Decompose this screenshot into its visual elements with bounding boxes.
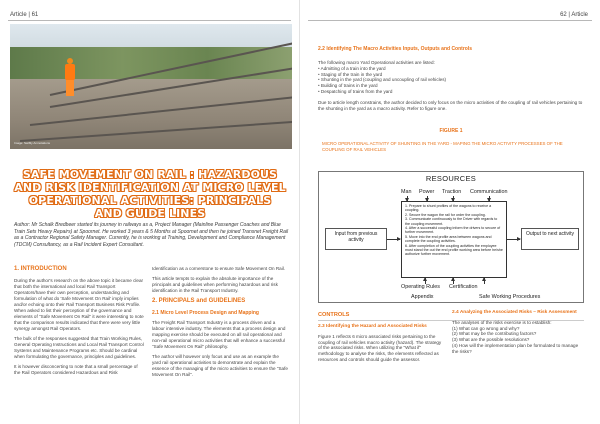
list-item: (2) What may be the contributing factors? [452, 331, 537, 337]
communication-label: Communication [470, 189, 508, 195]
controls-heading: CONTROLS [318, 312, 350, 318]
railway-photo [10, 24, 292, 149]
macro-intro-line: The following macro Yard Operational activities are listed: [318, 60, 435, 65]
photo-caption: Image: Swiftly Amnotations [14, 141, 51, 145]
author-bio: Author: Mr Schalk Bredbeer started its journey in railways as a, Project Manager (Mainline Passenger Coaches and Blue Train Sets Heavy Repairs) at Spoornet. He worked 3 years & 5 Months at Spoornet and then he joined Transnet Freight Rail as a Contractor Regional Safety Manager. Currently, he is working at Training, Development and Compliance Management (TDCM) Consultancy, as a Rail Incident Expert Consultant. [14, 222, 289, 248]
power-label: Power [419, 189, 435, 195]
col2-paragraph-3: The Freight Rail Transport Industry is a process driven and a labour intensive industry. The elements that a process design and mapping exercise should be executed on all rail operational and non-rail operational micro activities that will enhance a successful "Safe Movement On Rail" philosophy. [152, 320, 286, 349]
step-item: 1. Prepare to shunt profiles of the wagons to receive a coupling. [405, 204, 492, 213]
intro-paragraph-1: During the author's research on the above topic it became clear that both the international and local Rail Transport Operators/have their own perception, understanding and formulation of what do 'Safe Movement On Rail' imply implies and/or echoing onto their Rail Transport Business Risk Profile. When asked to list their perception of the governance and elements of "Safe Movement On Rail" it were interesting to note that the comparison results indicated that there were very little synergy amongst Rail Operators. [14, 278, 144, 331]
hazard-paragraph: Figure 1 reflects 6 micro associated risks pertaining to the coupling of rail vehicles macro activity (hazard). The strategy of the associated risks. When utilizing the "What if" methodology to analyse the risks, the elements reflected as resources and controls should guide the assessor. [318, 333, 442, 362]
micro-steps-box [401, 201, 507, 278]
intro-paragraph-3: It is however disconcerting to note that a small percentage of the Rail Operators considered Hazardous and Risk [14, 364, 138, 375]
left-column-2 [152, 266, 288, 382]
section-2-2-heading: 2.2 Identifying The Macro Activities Inputs, Outputs and Controls [318, 46, 472, 52]
section-2-4-heading: 2.4 Analyzing the Associated Risks – Risk Assessment [452, 310, 577, 315]
right-column-1 [318, 324, 446, 363]
list-item: (3) What are the possible resolutions? [452, 337, 530, 343]
figure-subtitle: MICRO OPERATIONAL ACTIVITY OF SHUNTING IN THE YARD - MAPING THE MICRO ACTIVITY PROCESSES OF THE COUPLING OF RAIL VEHICLES [322, 141, 563, 152]
list-item: • Shunting in the yard (coupling and uncoupling of rail vehicles) [318, 77, 584, 83]
operating-rules-label: Operating Rules [401, 284, 440, 290]
step-item: 6. After completion of the coupling activities the employee must stand the out the end profile working area before he/she authorize further movement. [405, 243, 503, 257]
article-title: SAFE MOVEMENT ON RAIL : HAZARDOUS AND RISK IDENTIFICATION AT MICRO LEVEL OPERATIONAL ACTIVITIES: PRINCIPALS AND GUIDE LINES [14, 168, 286, 220]
resources-label: RESOURCES [425, 174, 477, 183]
right-header-rule [308, 20, 592, 21]
left-page-header: Article | 61 [10, 12, 39, 18]
focus-paragraph: Due to article length constrains, the author decided to only focus on the micro activities of the coupling of rail vehicles pertaining to the shunting in the yard as a macro activity. Refer to figure one. [318, 99, 583, 111]
man-label: Man [401, 189, 412, 195]
output-box: Output to next activity [521, 228, 579, 250]
list-item: • Building of trains in the yard [318, 83, 584, 89]
step-item: 2. Secure the wagon the rail for order the coupling. [405, 212, 486, 217]
figure-title: FIGURE 1 [439, 128, 463, 134]
rail-worker-figure [64, 58, 76, 98]
principals-heading: 2. PRINCIPALS and GUIDELINES [152, 298, 246, 304]
step-item: 4. After a successful coupling inform the drivers to secure of further movement. [405, 226, 501, 235]
intro-paragraph-2: The bulk of the responses suggested that Train Working Rules, General Operating Instructions and Local Rail Transport Control Systems and Maintenance Programs etc. Should be cardinal when formulating the governance, principles and guidelines. [14, 336, 144, 359]
list-item: • Despatching of trains from the yard [318, 89, 584, 95]
col2-paragraph-4: The author will however only focus and use as an example the yard rail operational activities to demonstrate and explain the essence of the managing of the micro activities to ensure the "Safe Movement On Rail". [152, 354, 288, 377]
safe-working-label: Safe Working Procedures [479, 294, 541, 300]
left-column-1 [14, 266, 144, 380]
list-item: • Admitting of a train into the yard [318, 66, 584, 72]
certification-label: Certification [449, 284, 478, 290]
step-item: 3. Communicate continuously to the Driver with regards to the coupling movement. [405, 217, 498, 226]
right-page-header: 62 | Article [560, 12, 588, 18]
right-column-2 [452, 310, 584, 355]
process-diagram [318, 171, 584, 303]
list-item: (4) How will the implementation plan be formulated to manage the risks? [452, 342, 579, 354]
intro-heading: 1. INTRODUCTION [14, 266, 67, 272]
left-header-rule [8, 20, 291, 21]
section-2-1-heading: 2.1 Micro Level Process Design and Mapping [152, 310, 259, 316]
step-item: 5. Move into the end profile area between wagons and complete the coupling activities. [405, 234, 492, 244]
input-box: Input from previous activity [325, 228, 387, 250]
appendix-label: Appendix [411, 294, 434, 300]
list-item: • Staging of the train in the yard [318, 72, 584, 78]
col2-paragraph-2: This article tempts to explain the absolute importance of the principals and guidelines when performing hazardous and risk identification in the Rail Transport Industry. [152, 276, 278, 293]
traction-label: Traction [442, 189, 462, 195]
list-item: (1) What can go wrong and why? [452, 325, 520, 331]
analysis-intro: The analyses of the risks exercise is to establish: [452, 319, 552, 325]
col2-paragraph-1: Identification as a cornerstone to ensure Safe Movement On Rail. [152, 266, 286, 271]
macro-activities-list [318, 66, 584, 95]
section-2-3-heading: 2.3 Identifying the Hazard and Associated Risks [318, 324, 427, 329]
macro-activities-block [318, 60, 584, 111]
